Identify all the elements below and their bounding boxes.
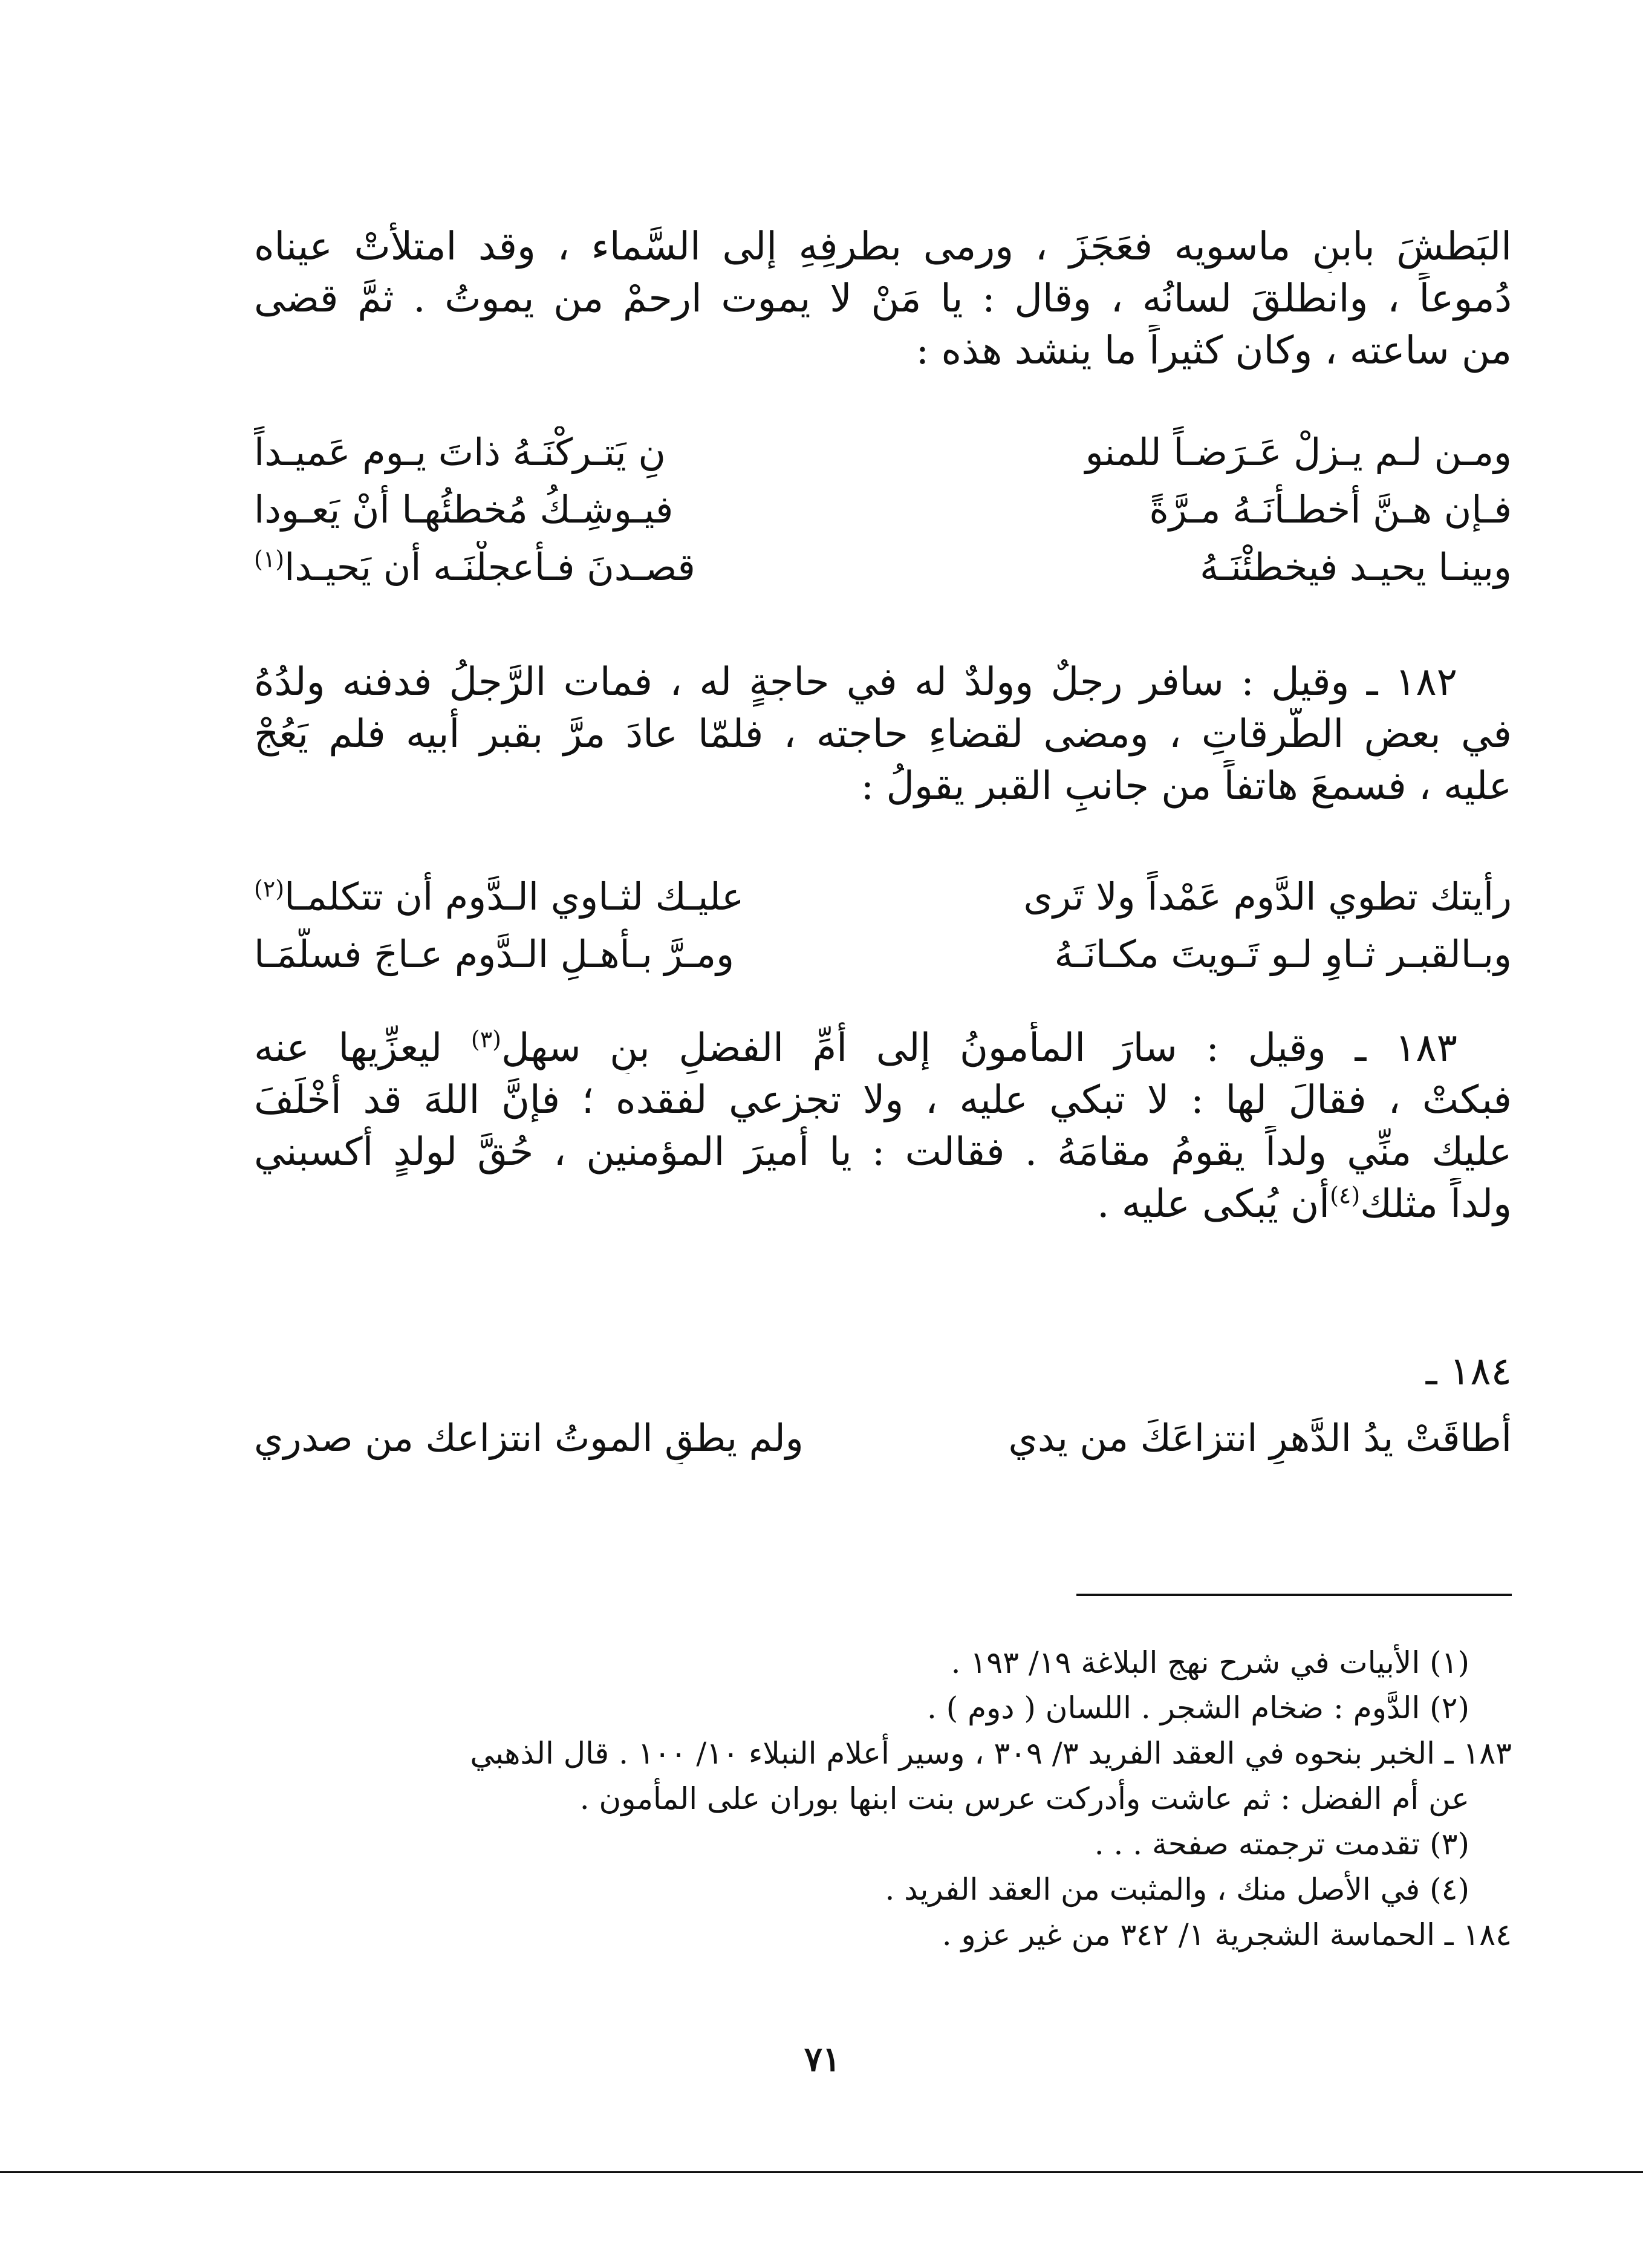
verse-second-hemistich: ولم يطقِ الموتُ انتزاعك من صدري bbox=[254, 1416, 804, 1460]
page-edge-line bbox=[0, 2171, 1643, 2173]
poem-2-verse-1 bbox=[254, 871, 1512, 923]
entry-183 bbox=[254, 1022, 1512, 1230]
verse-second-hemistich: فيـوشِـكُ مُخطئُهـا أنْ يَعـودا bbox=[254, 487, 674, 532]
entry-182-line-3: عليه ، فسمعَ هاتفاً من جانبِ القبر يقولُ : bbox=[861, 764, 1512, 809]
entry-number: ١٨٣ ـ bbox=[1355, 1026, 1458, 1070]
footnote-3: (٣) تقدمت ترجمته صفحة . . . bbox=[1094, 1826, 1469, 1862]
entry-number: ١٨٢ ـ bbox=[1366, 660, 1458, 705]
entry-183-line-2: فبكتْ ، فقالَ لها : لا تبكي عليه ، ولا تجزعي لفقده ؛ فإنَّ اللهَ قد أخْلَفَ bbox=[254, 1078, 1512, 1123]
footnote-marker-2: (٢) bbox=[254, 875, 285, 902]
footnote-marker-1: (١) bbox=[254, 546, 285, 573]
verse-second-hemistich bbox=[254, 871, 859, 923]
verse-first-hemistich: فـإن هـنَّ أخطـأْنَـهُ مـرَّةً bbox=[1149, 487, 1512, 532]
verse-second-hemistich: نِ يَتـركْنَـهُ ذاتَ يـوم عَميـداً bbox=[254, 430, 666, 474]
poem-2-verse-2 bbox=[254, 928, 1512, 980]
entry-183-line-1: ١٨٣ ـ وقيل : سارَ المأمونُ إلى أمِّ الفضلِ بنِ سهل$^{(٣)}$ ليعزِّيها عنه bbox=[254, 1022, 1512, 1074]
entry-184 bbox=[254, 1346, 1512, 1398]
verse-first-hemistich: رأيتك تطوي الدَّوم عَمْداً ولا تَرى bbox=[1023, 875, 1512, 919]
verse-first-hemistich: وبينـا يحيـد فيخطئْنَـهُ bbox=[1200, 545, 1512, 589]
verse-second-hemistich: ومـرَّ بـأهـلِ الـدَّوم عـاجَ فسلَّمَـا bbox=[254, 932, 735, 976]
footnote-2: (٢) الدَّوم : ضخام الشجر . اللسان ( دوم ) . bbox=[926, 1690, 1469, 1725]
verse-first-hemistich: وبـالقبـر ثـاوٍ لـو تَـويتَ مكـانَـهُ bbox=[1054, 932, 1512, 976]
verse-text: قصـدنَ فـأعجلْنَـه أن يَحيـدا bbox=[284, 545, 695, 589]
footnote-marker-3: (٣) bbox=[470, 1026, 501, 1053]
poem-1-verse-2 bbox=[254, 484, 1512, 536]
page-number: ٧١ bbox=[804, 2039, 841, 2079]
verse-text: عليـك لثـاوي الـدَّوم أن تتكلمـا bbox=[284, 875, 744, 919]
verse-first-hemistich: ومـن لـم يـزلْ عَـرَضـاً للمنو bbox=[1085, 430, 1512, 474]
footnote-183: ١٨٣ ـ الخبر بنحوه في العقد الفريد ٣/ ٣٠٩ ، وسير أعلام النبلاء ١٠/ ١٠٠ . قال الذهبي bbox=[470, 1736, 1512, 1771]
verse-second-hemistich bbox=[254, 541, 859, 593]
footnote-separator bbox=[1076, 1594, 1512, 1596]
intro-line-3: من ساعته ، وكان كثيراً ما ينشد هذه : bbox=[916, 328, 1512, 373]
entry-182-line-2: في بعضِ الطُّرقاتِ ، ومضى لقضاءِ حاجته ، فلمّا عادَ مرَّ بقبر أبيه فلم يَعُجْ bbox=[254, 712, 1512, 757]
entry-184-number: ١٨٤ ـ bbox=[1425, 1349, 1512, 1394]
intro-paragraph bbox=[254, 221, 1512, 377]
entry-184-verse bbox=[254, 1412, 1512, 1464]
footnote-1: (١) الأبيات في شرح نهج البلاغة ١٩/ ١٩٣ . bbox=[951, 1645, 1469, 1680]
footnote-184: ١٨٤ ـ الحماسة الشجرية ١/ ٣٤٢ من غير عزو . bbox=[942, 1917, 1512, 1952]
intro-line-1: البَطشَ بابنِ ماسويه فعَجَزَ ، ورمى بطرفِهِ إلى السَّماء ، وقد امتلأتْ عيناه bbox=[254, 224, 1512, 269]
footnote-marker-4: (٤) bbox=[1330, 1182, 1361, 1209]
verse-first-hemistich: أطاقَتْ يدُ الدَّهرِ انتزاعَكَ من يدي bbox=[1008, 1416, 1512, 1460]
intro-line-2: دُموعاً ، وانطلقَ لسانُه ، وقال : يا مَنْ لا يموت ارحمْ من يموتُ . ثمَّ قضى bbox=[254, 276, 1512, 321]
entry-182-line-1: ١٨٢ ـ وقيل : سافر رجلٌ وولدٌ له في حاجةٍ له ، فمات الرَّجلُ فدفنه ولدُهُ bbox=[254, 656, 1512, 708]
poem-1-verse-1 bbox=[254, 426, 1512, 478]
footnote-183-cont: عن أم الفضل : ثم عاشت وأدركت عرس بنت ابنها بوران على المأمون . bbox=[579, 1781, 1469, 1816]
footnote-4: (٤) في الأصل منك ، والمثبت من العقد الفريد . bbox=[885, 1872, 1469, 1907]
entry-182 bbox=[254, 656, 1512, 812]
entry-183-line-4: ولداً مثلك$^{(٤)}$أن يُبكى عليه . bbox=[1097, 1182, 1512, 1227]
poem-1-verse-3 bbox=[254, 541, 1512, 593]
entry-183-line-3: عليك منِّي ولداً يقومُ مقامَهُ . فقالت : يا أميرَ المؤمنين ، حُقَّ لولدٍ أكسبني bbox=[254, 1130, 1512, 1175]
